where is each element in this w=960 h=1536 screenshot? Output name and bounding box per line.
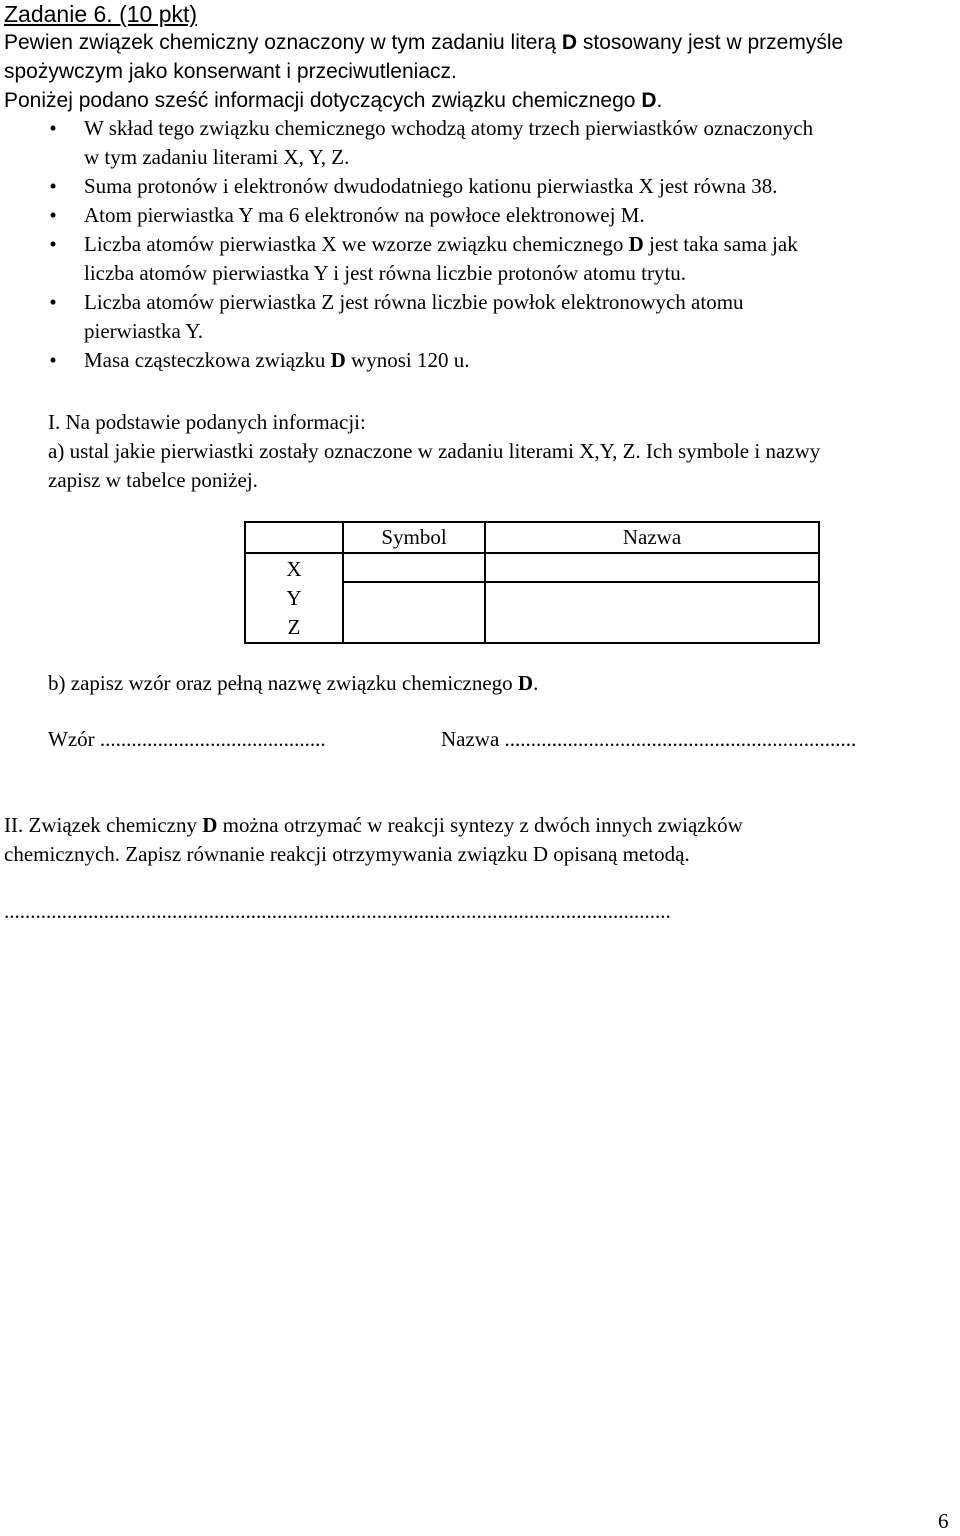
task-part-1 [48, 408, 820, 495]
table-header-nazwa: Nazwa [485, 522, 819, 553]
list-item [48, 201, 948, 230]
list-item [48, 114, 948, 172]
table-header-symbol: Symbol [343, 522, 485, 553]
list-item-text-part: Masa cząsteczkowa związku [84, 348, 331, 372]
nazwa-input-yz[interactable] [486, 583, 818, 640]
task-part-a-line-1: a) ustal jakie pierwiastki zostały oznaczone w zadaniu literami X,Y, Z. Ich symbole i nazwy [48, 439, 821, 463]
task-part-2-text: II. Związek chemiczny [4, 813, 203, 837]
intro-line-3 [4, 86, 843, 115]
nazwa-answer-line[interactable]: Nazwa ................................................................... [441, 727, 857, 751]
intro-text: Pewien związek chemiczny oznaczony w tym zadaniu literą [4, 31, 562, 54]
bullet-icon: • [49, 232, 57, 256]
task-part-2-line-2: chemicznych. Zapisz równanie reakcji otrzymywania związku D opisaną metodą. [4, 842, 690, 866]
symbol-input-x[interactable] [344, 554, 484, 583]
reaction-answer-line[interactable]: ............................................................................................................................... [4, 899, 671, 923]
list-item-text-part: Liczba atomów pierwiastka X we wzorze związku chemicznego [84, 232, 629, 256]
list-item-text: Atom pierwiastka Y ma 6 elektronów na powłoce elektronowej M. [84, 203, 645, 227]
nazwa-cells [485, 553, 819, 643]
task-part-2-text: można otrzymać w reakcji syntezy z dwóch innych związków [217, 813, 743, 837]
compound-letter: D [628, 232, 644, 256]
row-label-x: X [286, 557, 302, 581]
compound-letter: D [330, 348, 346, 372]
list-item [48, 346, 948, 375]
elements-table [244, 521, 820, 644]
intro-line-1 [4, 28, 843, 57]
list-item-text: Suma protonów i elektronów dwudodatniego kationu pierwiastka X jest równa 38. [84, 174, 778, 198]
list-item-text [84, 346, 948, 375]
bullet-icon: • [49, 174, 57, 198]
list-item-text: liczba atomów pierwiastka Y i jest równa liczbie protonów atomu trytu. [84, 261, 687, 285]
list-item-text-part: jest taka sama jak [643, 232, 798, 256]
list-item-text [84, 230, 948, 259]
task-part-2-line-1 [4, 811, 743, 840]
symbol-input-yz[interactable] [344, 583, 484, 640]
list-item-text: Liczba atomów pierwiastka Z jest równa liczbie powłok elektronowych atomu [84, 290, 744, 314]
intro-line-2: spożywczym jako konserwant i przeciwutleniacz. [4, 60, 457, 83]
intro-text: stosowany jest w przemyśle [577, 31, 844, 54]
intro-text: Poniżej podano sześć informacji dotyczących związku chemicznego [4, 89, 642, 112]
compound-letter: D [641, 89, 657, 112]
task-part-b-text: b) zapisz wzór oraz pełną nazwę związku chemicznego [48, 671, 518, 695]
task-title: Zadanie 6. (10 pkt) [4, 1, 198, 27]
bullet-icon: • [49, 203, 57, 227]
symbol-cells [343, 553, 485, 643]
list-item [48, 230, 948, 288]
table-row [245, 553, 819, 643]
task-part-a-line-2: zapisz w tabelce poniżej. [48, 468, 258, 492]
task-part-2 [4, 811, 743, 869]
row-label-y: Y [286, 586, 302, 610]
compound-letter: D [517, 671, 534, 695]
task-part-1-heading: I. Na podstawie podanych informacji: [48, 410, 366, 434]
info-list [48, 114, 948, 375]
task-intro [4, 28, 843, 115]
list-item-text: w tym zadaniu literami X, Y, Z. [84, 145, 350, 169]
table-row-labels [245, 553, 343, 643]
list-item-text: pierwiastka Y. [84, 319, 203, 343]
bullet-icon: • [49, 116, 57, 140]
page-number: 6 [938, 1509, 949, 1533]
list-item-text-part: wynosi 120 u. [345, 348, 470, 372]
bullet-icon: • [49, 348, 57, 372]
task-part-b [48, 669, 538, 698]
row-label-z: Z [287, 615, 301, 639]
list-item [48, 288, 948, 346]
list-item [48, 172, 948, 201]
wzor-answer-line[interactable]: Wzór ........................................... [48, 727, 326, 751]
table-header-row [245, 522, 819, 553]
compound-letter: D [202, 813, 218, 837]
compound-letter: D [561, 31, 578, 54]
list-item-text: W skład tego związku chemicznego wchodzą atomy trzech pierwiastków oznaczonych [84, 116, 814, 140]
table-corner-cell [245, 522, 343, 553]
bullet-icon: • [49, 290, 57, 314]
task-part-b-text: . [533, 671, 539, 695]
nazwa-input-x[interactable] [486, 554, 818, 583]
intro-text: . [656, 89, 663, 112]
